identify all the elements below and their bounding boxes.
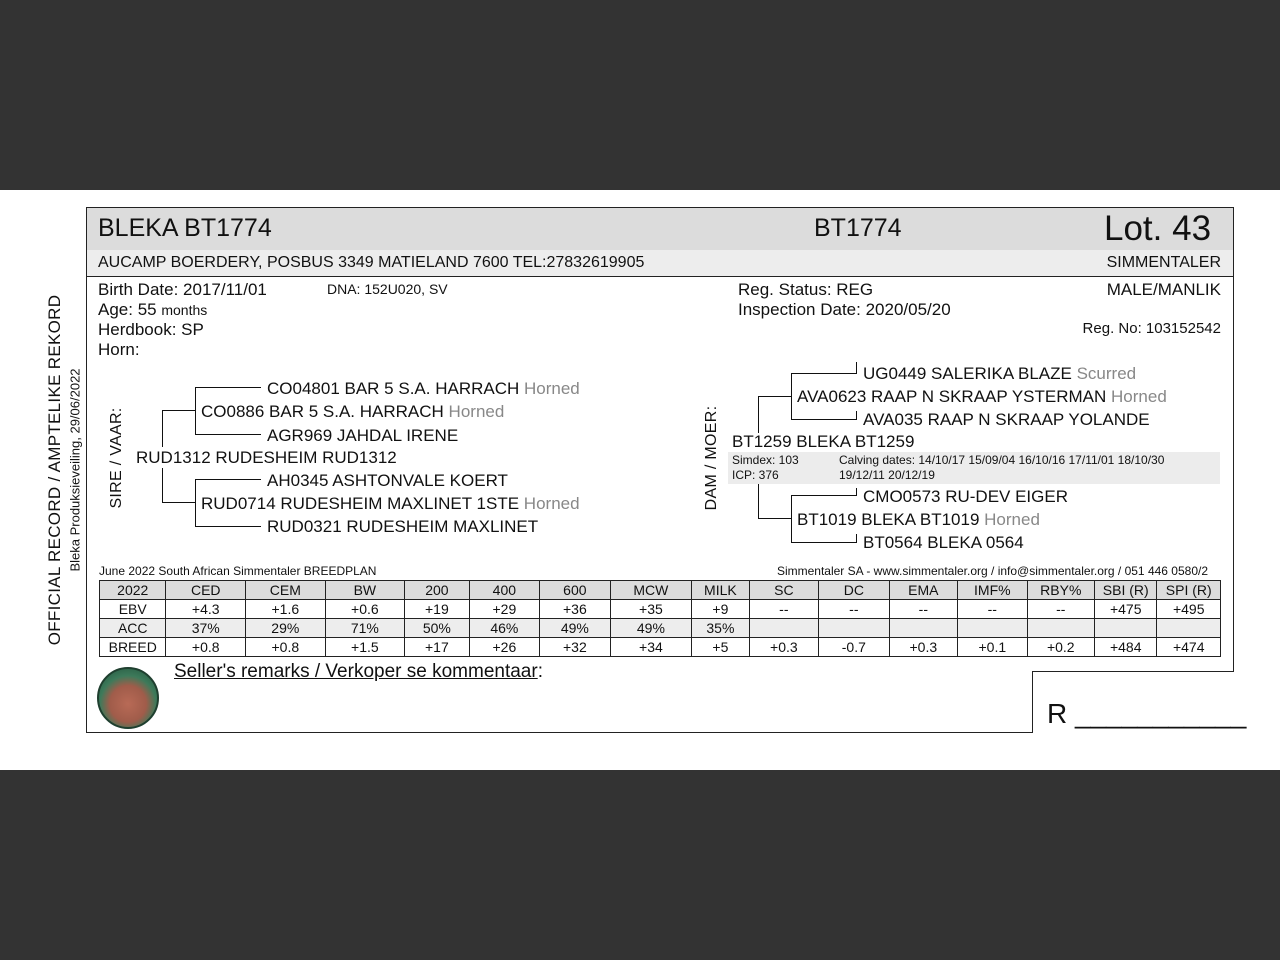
ebv-header-cell: SC [749, 581, 818, 600]
ebv-cell: +9 [692, 600, 749, 619]
ebv-cell: 50% [405, 619, 469, 638]
dam-sire-sire: UG0449 SALERIKA BLAZE [863, 364, 1072, 383]
dam-dam: BT1019 BLEKA BT1019 [797, 510, 980, 529]
ebv-cell: ACC [100, 619, 166, 638]
ebv-cell: 37% [166, 619, 246, 638]
ebv-header-cell: 400 [469, 581, 540, 600]
ebv-cell: +0.6 [325, 600, 405, 619]
ebv-cell: +17 [405, 638, 469, 657]
ebv-cell: +1.6 [246, 600, 326, 619]
ebv-cell: +32 [540, 638, 611, 657]
calving-dates-cont: 19/12/11 20/12/19 [839, 468, 935, 482]
reg-status: Reg. Status: REG [738, 280, 874, 299]
ebv-header-cell: CEM [246, 581, 326, 600]
sire-dam: RUD0714 RUDESHEIM MAXLINET 1STE [201, 494, 520, 513]
ebv-cell: 49% [540, 619, 611, 638]
dam-sire: AVA0623 RAAP N SKRAAP YSTERMAN [797, 387, 1107, 406]
ebv-row [100, 638, 1221, 657]
ebv-cell: -- [1027, 600, 1094, 619]
breeder-address: AUCAMP BOERDERY, POSBUS 3349 MATIELAND 7600 TEL:27832619905 [98, 254, 645, 271]
breedplan-contact: Simmentaler SA - www.simmentaler.org / info@simmentaler.org / 051 446 0580/2 [776, 564, 1208, 578]
dam-sire-sire-horn: Scurred [1076, 364, 1137, 383]
sire-dam-sire: AH0345 ASHTONVALE KOERT [267, 471, 508, 490]
ebv-header-cell: RBY% [1027, 581, 1094, 600]
ebv-cell: +0.2 [1027, 638, 1094, 657]
ebv-header-cell: SPI (R) [1157, 581, 1221, 600]
ebv-header-cell: MILK [692, 581, 749, 600]
official-record-label: OFFICIAL RECORD / AMPTELIKE REKORD [45, 294, 64, 646]
herdbook: Herdbook: SP [98, 320, 204, 339]
ebv-cell [1027, 619, 1094, 638]
ebv-header-cell: DC [819, 581, 890, 600]
remarks-colon: : [537, 661, 543, 682]
ebv-row [100, 619, 1221, 638]
ebv-cell: +484 [1095, 638, 1157, 657]
animal-name: BLEKA BT1774 [98, 214, 272, 242]
sex: MALE/MANLIK [1106, 280, 1221, 299]
ebv-row [100, 600, 1221, 619]
lot-number: Lot. 43 [1104, 209, 1212, 248]
sire-label: SIRE / VAAR: [108, 407, 125, 509]
sire-sire-sire-horn: Horned [524, 379, 580, 398]
ebv-header-cell: BW [325, 581, 405, 600]
dam-dam-sire: CMO0573 RU-DEV EIGER [863, 487, 1068, 506]
price-field[interactable]: R ___________ [1047, 698, 1247, 729]
ebv-header-cell: 2022 [100, 581, 166, 600]
animal-code: BT1774 [814, 214, 902, 242]
dam-sire-horn: Horned [1111, 387, 1167, 406]
ebv-cell: -- [958, 600, 1027, 619]
ebv-cell: +4.3 [166, 600, 246, 619]
dam-label: DAM / MOER: [703, 405, 720, 511]
ebv-cell [1157, 619, 1221, 638]
ebv-cell: +0.3 [889, 638, 957, 657]
ebv-cell: +0.8 [166, 638, 246, 657]
sire-sire-dam: AGR969 JAHDAL IRENE [267, 426, 459, 445]
sire: RUD1312 RUDESHEIM RUD1312 [136, 448, 397, 467]
ebv-cell: BREED [100, 638, 166, 657]
ebv-cell: +36 [540, 600, 611, 619]
ebv-cell: +5 [692, 638, 749, 657]
ebv-cell: 49% [610, 619, 692, 638]
breedplan-title: June 2022 South African Simmentaler BREEDPLAN [99, 564, 377, 578]
ebv-cell: +1.5 [325, 638, 405, 657]
ebv-cell [889, 619, 957, 638]
sire-dam-horn: Horned [523, 494, 580, 513]
ebv-cell: 46% [469, 619, 540, 638]
remarks-label: Seller's remarks / Verkoper se kommentaar [174, 661, 538, 682]
ebv-cell: +35 [610, 600, 692, 619]
ebv-cell [749, 619, 818, 638]
inspection-date: Inspection Date: 2020/05/20 [738, 300, 951, 319]
simdex: Simdex: 103 [732, 453, 799, 467]
calving-dates: Calving dates: 14/10/17 15/09/04 16/10/16 17/11/01 18/10/30 [839, 453, 1165, 467]
horn-status: Horn: [98, 340, 140, 359]
ebv-header-cell: CED [166, 581, 246, 600]
age: Age: 55 [98, 300, 157, 319]
age-unit: months [161, 302, 208, 318]
ebv-header-cell: MCW [610, 581, 692, 600]
reg-number: Reg. No: 103152542 [1082, 320, 1221, 337]
ebv-header-cell: 200 [405, 581, 469, 600]
ebv-cell: +29 [469, 600, 540, 619]
ebv-cell: EBV [100, 600, 166, 619]
ebv-cell [958, 619, 1027, 638]
ebv-table [99, 580, 1221, 657]
ebv-cell: 71% [325, 619, 405, 638]
birth-date: Birth Date: 2017/11/01 [98, 280, 267, 299]
dam-dam-horn: Horned [984, 510, 1040, 529]
ebv-cell: -- [889, 600, 957, 619]
ebv-header-cell: EMA [889, 581, 957, 600]
sire-dam-dam: RUD0321 RUDESHEIM MAXLINET [267, 517, 539, 536]
dam-sire-dam: AVA035 RAAP N SKRAAP YOLANDE [863, 410, 1150, 429]
ebv-header-cell: IMF% [958, 581, 1027, 600]
sire-sire-sire: CO04801 BAR 5 S.A. HARRACH [267, 379, 520, 398]
sire-sire-horn: Horned [448, 402, 505, 421]
ebv-cell [819, 619, 890, 638]
dam-dam-dam: BT0564 BLEKA 0564 [863, 533, 1024, 552]
sale-name-date: Bleka Produksieveiling, 29/06/2022 [67, 368, 83, 572]
ebv-cell: +495 [1157, 600, 1221, 619]
ebv-cell: +34 [610, 638, 692, 657]
ebv-cell: +475 [1095, 600, 1157, 619]
ebv-cell: -0.7 [819, 638, 890, 657]
ebv-cell: -- [749, 600, 818, 619]
ebv-cell: -- [819, 600, 890, 619]
ebv-cell [1095, 619, 1157, 638]
breed-name: SIMMENTALER [1106, 254, 1221, 271]
ebv-cell: +0.8 [246, 638, 326, 657]
ebv-cell: +26 [469, 638, 540, 657]
simmentaler-logo [97, 667, 159, 729]
ebv-cell: 35% [692, 619, 749, 638]
ebv-header-cell: 600 [540, 581, 611, 600]
sire-sire: CO0886 BAR 5 S.A. HARRACH [201, 402, 444, 421]
dna: DNA: 152U020, SV [327, 281, 448, 297]
ebv-header-cell: SBI (R) [1095, 581, 1157, 600]
ebv-cell: +0.3 [749, 638, 818, 657]
ebv-cell: +0.1 [958, 638, 1027, 657]
dam: BT1259 BLEKA BT1259 [732, 432, 915, 451]
ebv-cell: +474 [1157, 638, 1221, 657]
icp: ICP: 376 [732, 468, 779, 482]
ebv-cell: 29% [246, 619, 326, 638]
ebv-cell: +19 [405, 600, 469, 619]
ebv-header-row [100, 581, 1221, 600]
